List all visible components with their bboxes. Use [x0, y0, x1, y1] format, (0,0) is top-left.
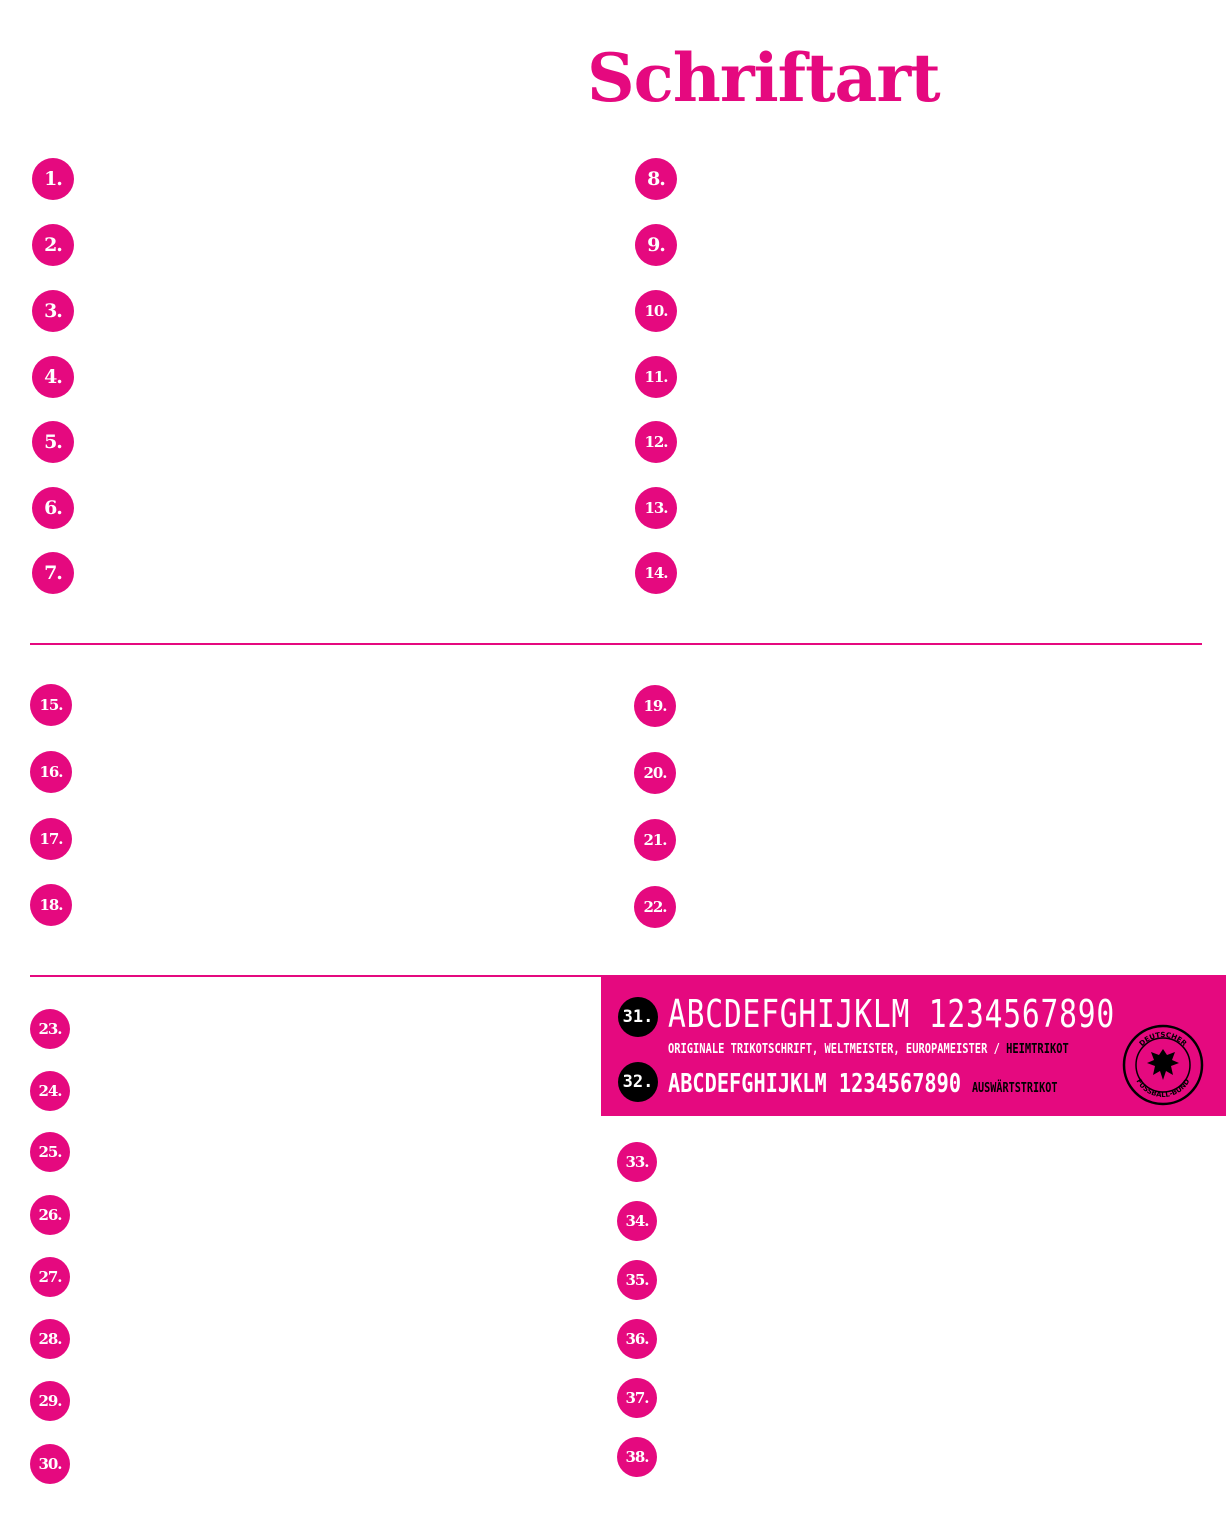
font-number-badge: 4. — [32, 356, 74, 398]
font-number-badge: 6. — [32, 487, 74, 529]
font-number-badge: 25. — [30, 1132, 70, 1172]
font-number-badge: 29. — [30, 1381, 70, 1421]
home-jersey-label: HEIMTRIKOT — [1006, 1042, 1069, 1057]
jersey-font-badge-31: 31. — [618, 997, 658, 1037]
section-divider — [30, 643, 1202, 645]
svg-text:DEUTSCHER: DEUTSCHER — [1137, 1030, 1189, 1048]
font-number-badge: 1. — [32, 158, 74, 200]
font-number-badge: 5. — [32, 421, 74, 463]
font-number-badge: 20. — [634, 752, 676, 794]
font-number-badge: 7. — [32, 552, 74, 594]
font-number-badge: 22. — [634, 886, 676, 928]
font-number-badge: 37. — [617, 1378, 657, 1418]
page-title: Schriftart — [587, 39, 940, 117]
font-number-badge: 35. — [617, 1260, 657, 1300]
font-number-badge: 8. — [635, 158, 677, 200]
font-number-badge: 36. — [617, 1319, 657, 1359]
font-number-badge: 14. — [635, 552, 677, 594]
jersey-font-sample-32 — [668, 1067, 1057, 1106]
jersey-font-sample-31: ABCDEFGHIJKLM 1234567890 — [668, 992, 1116, 1036]
font-number-badge: 28. — [30, 1319, 70, 1359]
font-number-badge: 15. — [30, 684, 72, 726]
font-number-badge: 26. — [30, 1195, 70, 1235]
font-number-badge: 10. — [635, 290, 677, 332]
jersey-font-panel — [601, 975, 1226, 1116]
font-number-badge: 17. — [30, 818, 72, 860]
jersey-font-sample-32-text: ABCDEFGHIJKLM 1234567890 — [668, 1069, 962, 1099]
font-number-badge: 13. — [635, 487, 677, 529]
font-number-badge: 3. — [32, 290, 74, 332]
font-number-badge: 38. — [617, 1437, 657, 1477]
jersey-font-note: ORIGINALE TRIKOTSCHRIFT, WELTMEISTER, EUROPAMEISTER / — [668, 1042, 1000, 1057]
font-number-badge: 19. — [634, 685, 676, 727]
font-number-badge: 18. — [30, 884, 72, 926]
font-number-badge: 24. — [30, 1071, 70, 1111]
font-number-badge: 9. — [635, 224, 677, 266]
jersey-font-badge-32: 32. — [618, 1062, 658, 1102]
font-number-badge: 12. — [635, 421, 677, 463]
font-number-badge: 11. — [635, 356, 677, 398]
font-number-badge: 27. — [30, 1257, 70, 1297]
svg-text:FUSSBALL-BUND: FUSSBALL-BUND — [1134, 1077, 1192, 1100]
font-number-badge: 34. — [617, 1201, 657, 1241]
section-divider — [30, 975, 602, 977]
jersey-font-description — [668, 1041, 1069, 1059]
dfb-crest-icon — [1121, 1023, 1205, 1107]
font-number-badge: 30. — [30, 1444, 70, 1484]
font-number-badge: 23. — [30, 1009, 70, 1049]
font-number-badge: 33. — [617, 1142, 657, 1182]
font-number-badge: 2. — [32, 224, 74, 266]
away-jersey-label: AUSWÄRTSTRIKOT — [971, 1081, 1058, 1096]
font-number-badge: 16. — [30, 751, 72, 793]
font-number-badge: 21. — [634, 819, 676, 861]
